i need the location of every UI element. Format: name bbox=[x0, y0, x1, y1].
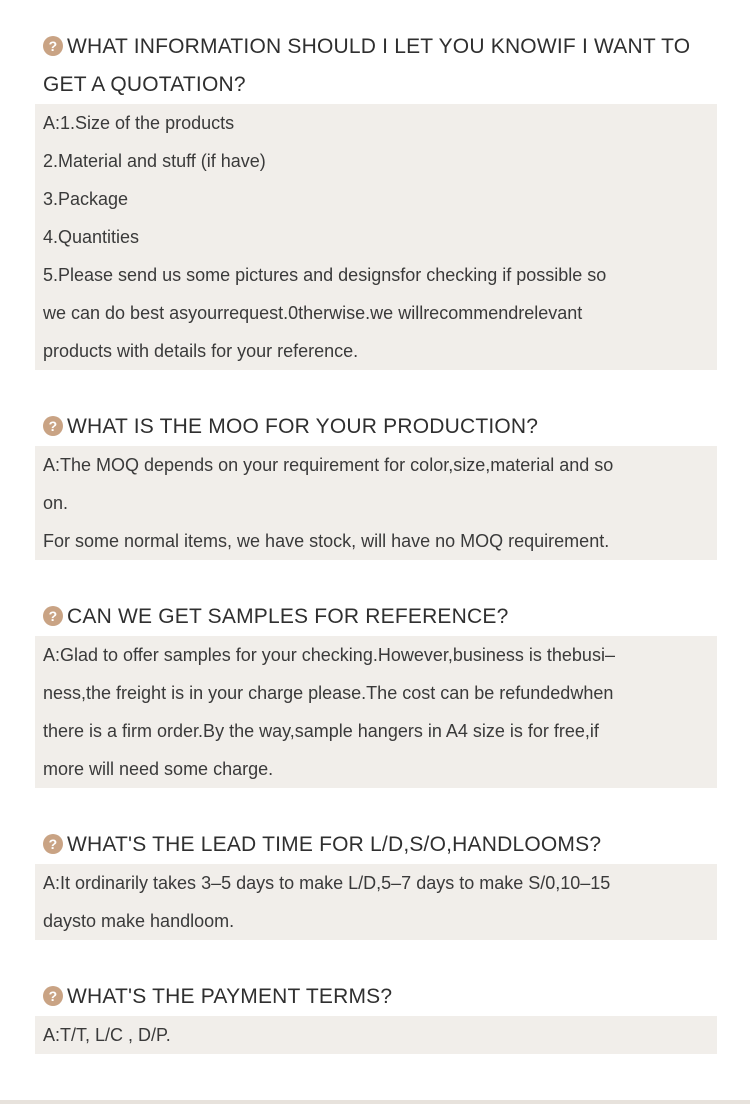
answer-line: 5.Please send us some pictures and designsfor checking if possible so bbox=[43, 265, 607, 285]
faq-question-text: WHAT INFORMATION SHOULD I LET YOU KNOWIF I WANT TO GET A QUOTATION? bbox=[43, 35, 691, 96]
answer-line: there is a firm order.By the way,sample hangers in A4 size is for free,if bbox=[43, 721, 599, 741]
faq-item-moq bbox=[35, 408, 717, 560]
faq-item-payment bbox=[35, 978, 717, 1054]
answer-line: on. bbox=[43, 493, 69, 513]
answer-line: A:1.Size of the products bbox=[43, 113, 235, 133]
answer-line: we can do best asyourrequest.0therwise.we willrecommendrelevant bbox=[43, 303, 583, 323]
faq-question bbox=[35, 598, 717, 636]
faq-question-text: WHAT'S THE PAYMENT TERMS? bbox=[67, 985, 393, 1008]
faq-answer bbox=[35, 104, 717, 370]
faq-question-text: WHAT'S THE LEAD TIME FOR L/D,S/O,HANDLOOMS? bbox=[67, 833, 602, 856]
question-circle-icon: ? bbox=[43, 416, 63, 436]
faq-question bbox=[35, 978, 717, 1016]
answer-line: ness,the freight is in your charge please.The cost can be refundedwhen bbox=[43, 683, 614, 703]
faq-item-quotation bbox=[35, 28, 717, 370]
answer-line: For some normal items, we have stock, will have no MOQ requirement. bbox=[43, 531, 610, 551]
answer-line: more will need some charge. bbox=[43, 759, 274, 779]
faq-question bbox=[35, 408, 717, 446]
faq-answer bbox=[35, 864, 717, 940]
faq-question-text: WHAT IS THE MOO FOR YOUR PRODUCTION? bbox=[67, 415, 539, 438]
page-bottom-divider bbox=[0, 1100, 750, 1104]
faq-question-text: CAN WE GET SAMPLES FOR REFERENCE? bbox=[67, 605, 509, 628]
answer-line: 2.Material and stuff (if have) bbox=[43, 151, 266, 171]
question-circle-icon: ? bbox=[43, 36, 63, 56]
question-circle-icon: ? bbox=[43, 986, 63, 1006]
answer-line: products with details for your reference. bbox=[43, 341, 359, 361]
faq-answer bbox=[35, 636, 717, 788]
answer-line: A:Glad to offer samples for your checking.However,business is thebusi– bbox=[43, 645, 615, 665]
faq-question bbox=[35, 826, 717, 864]
answer-line: 3.Package bbox=[43, 189, 129, 209]
answer-line: A:It ordinarily takes 3–5 days to make L/D,5–7 days to make S/0,10–15 bbox=[43, 873, 611, 893]
faq-question bbox=[35, 28, 717, 104]
faq-answer bbox=[35, 1016, 717, 1054]
answer-line: 4.Quantities bbox=[43, 227, 140, 247]
question-circle-icon: ? bbox=[43, 606, 63, 626]
answer-line: A:T/T, L/C , D/P. bbox=[43, 1025, 171, 1045]
faq-answer bbox=[35, 446, 717, 560]
faq-item-samples bbox=[35, 598, 717, 788]
faq-item-lead-time bbox=[35, 826, 717, 940]
answer-line: A:The MOQ depends on your requirement for color,size,material and so bbox=[43, 455, 614, 475]
question-circle-icon: ? bbox=[43, 834, 63, 854]
answer-line: daysto make handloom. bbox=[43, 911, 235, 931]
